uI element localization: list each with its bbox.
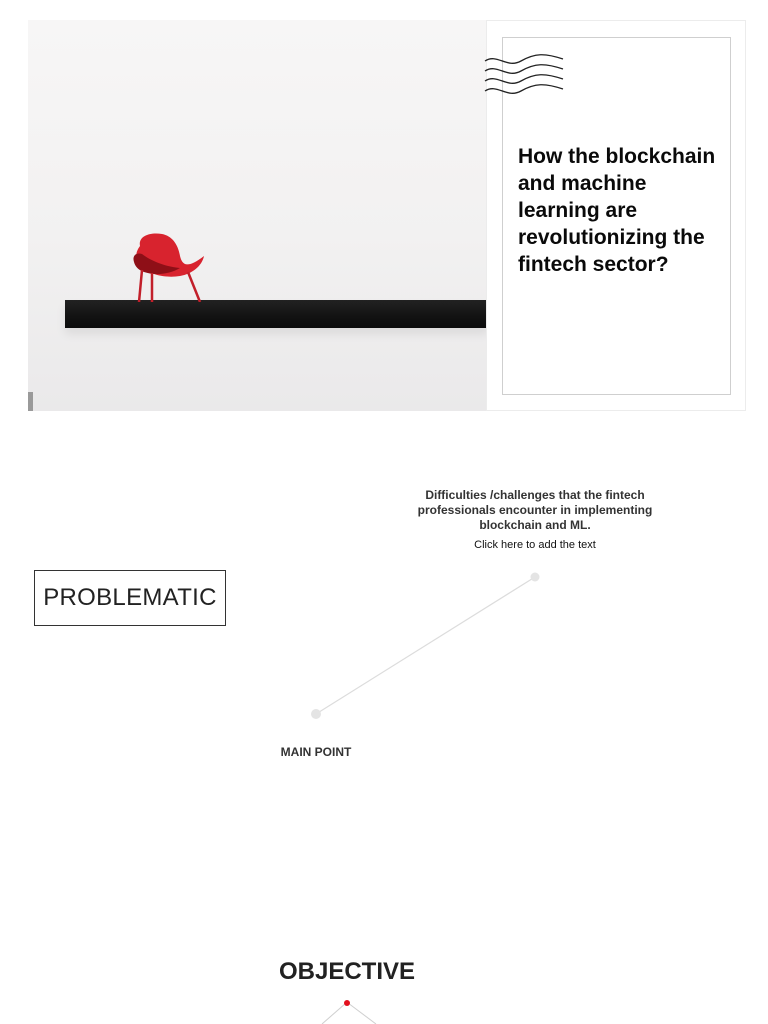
objective-branch-left [322,1003,346,1024]
objective-heading: OBJECTIVE [278,958,416,985]
main-point-label: MAIN POINT [280,745,352,759]
hero-title: How the blockchain and machine learning are revolutionizing the fintech sector? [518,145,716,276]
hero-photo [28,20,488,411]
connector-dot-start [311,709,321,719]
point-description: Difficulties /challenges that the fintech professionals encounter in implementing blockchain and ML. [417,488,653,532]
connector-dot-end [531,573,540,582]
problematic-heading: PROBLEMATIC [34,570,226,626]
scroll-indicator [28,392,33,411]
red-chair-icon [128,230,213,302]
objective-dot [344,1000,350,1006]
objective-branch-right [348,1003,376,1024]
title-card [486,20,746,411]
wavy-lines-icon [483,51,565,97]
shelf-image [65,300,488,328]
connector-line [316,577,535,714]
hero-slide [28,20,746,411]
add-text-placeholder[interactable]: Click here to add the text [474,539,596,551]
